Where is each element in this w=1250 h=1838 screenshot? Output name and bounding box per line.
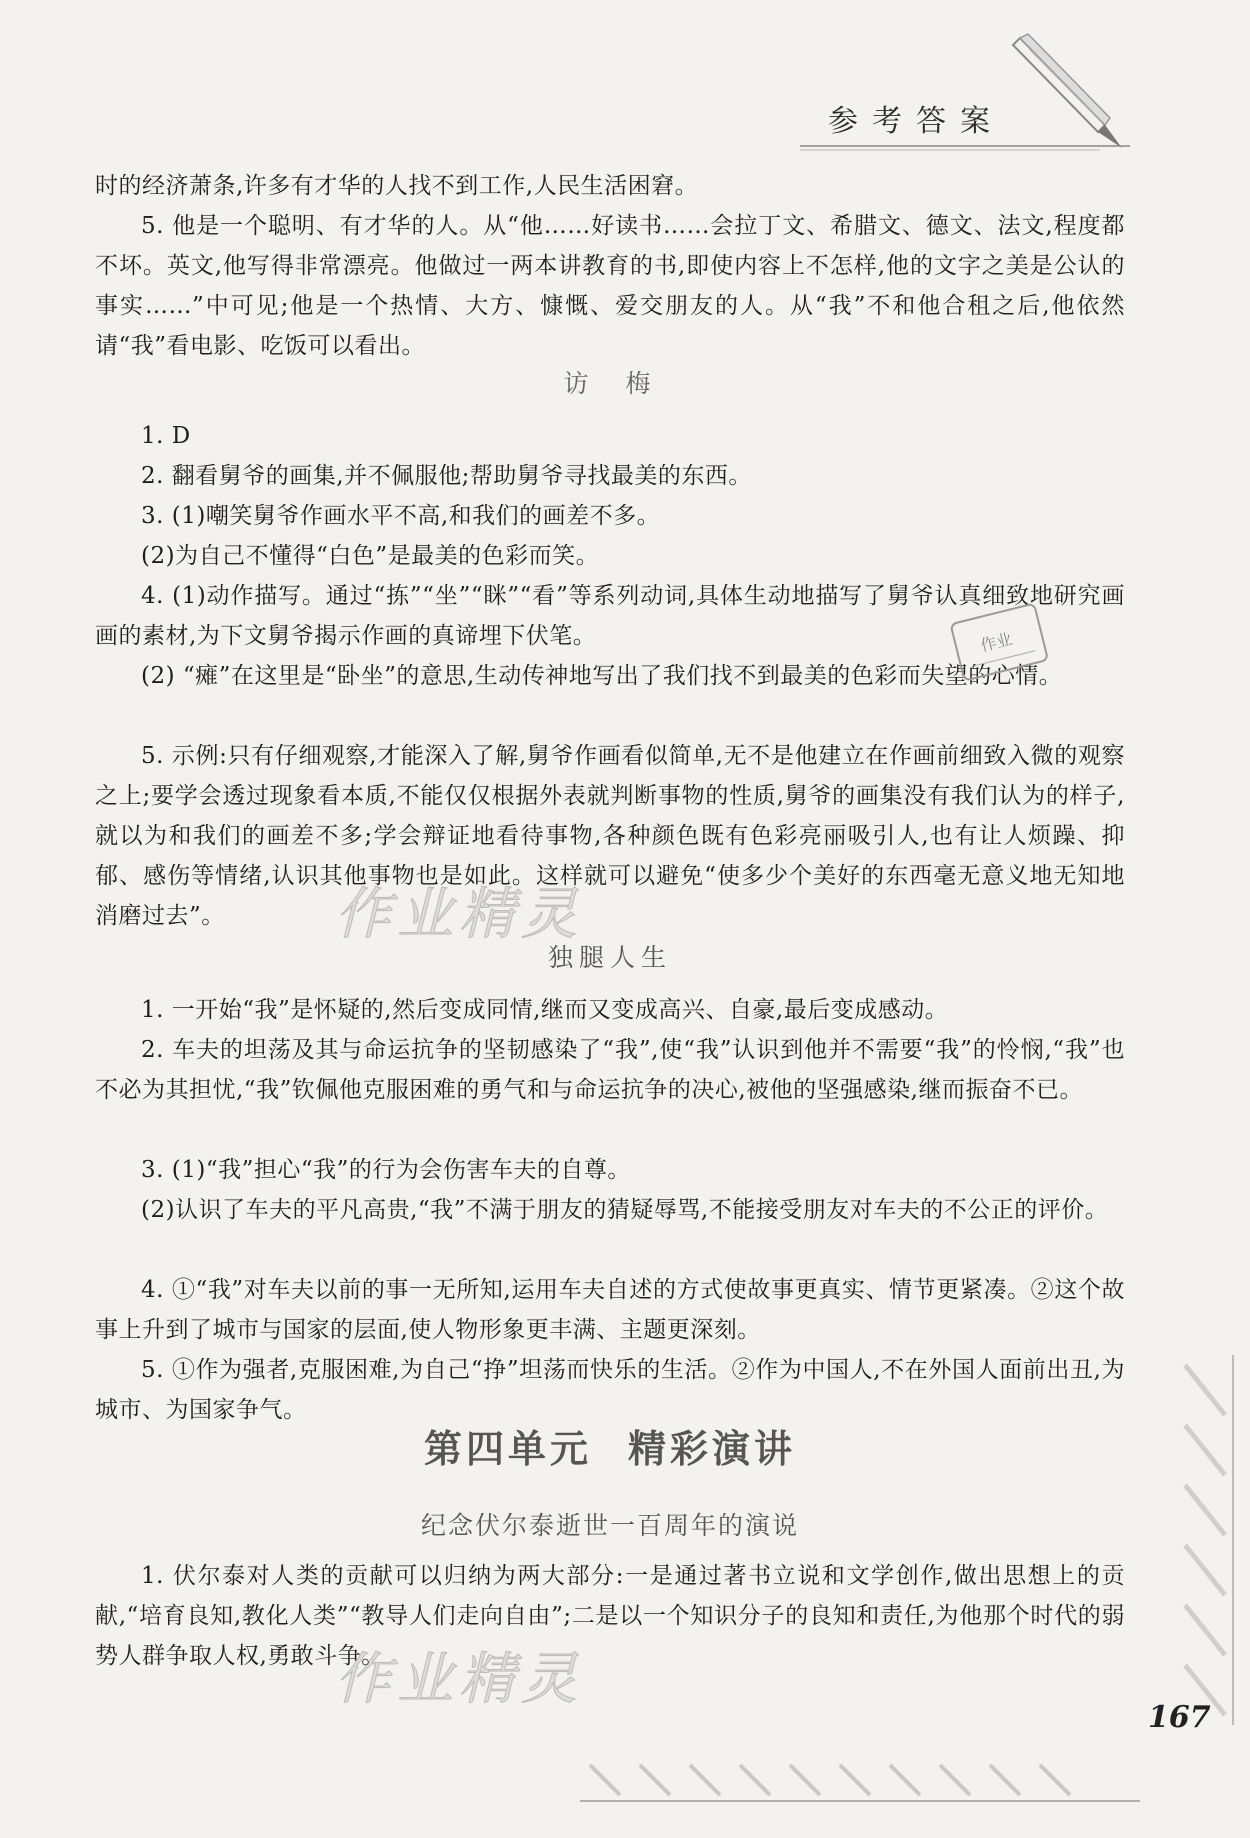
intro-line-1: 5. 他是一个聪明、有才华的人。从“他……好读书……会拉丁文、希腊文、德文、法文,程度都不坏。英文,他写得非常漂亮。他做过一两本讲教育的书,即使内容上不怎样,他的文字之美是公认的事实……”中可见;他是一个热情、大方、慷慨、爱交朋友的人。从“我”不和他合租之后,他依然请“我”看电影、吃饭可以看出。 [95, 213, 1125, 359]
page-number: 167 [1148, 1700, 1211, 1735]
section-title-voltaire: 纪念伏尔泰逝世一百周年的演说 [420, 1511, 799, 1540]
footer-stripes-decoration [580, 1755, 1140, 1805]
answer-item: 4. (1)动作描写。通过“拣”“坐”“眯”“看”等系列动词,具体生动地描写了舅爷认真细致地研究画画的素材,为下文舅爷揭示作画的真谛埋下伏笔。 [95, 583, 1125, 649]
answer-item: 1. 一开始“我”是怀疑的,然后变成同情,继而又变成高兴、自豪,最后变成感动。 [141, 997, 949, 1023]
answer-item: 2. 翻看舅爷的画集,并不佩服他;帮助舅爷寻找最美的东西。 [141, 463, 752, 489]
answer-item: 4. ①“我”对车夫以前的事一无所知,运用车夫自述的方式使故事更真实、情节更紧凑。②这个故事上升到了城市与国家的层面,使人物形象更丰满、主题更深刻。 [95, 1277, 1125, 1343]
unit-heading [95, 1418, 1125, 1473]
answer-item: (2)认识了车夫的平凡高贵,“我”不满于朋友的猜疑辱骂,不能接受朋友对车夫的不公正的评价。 [141, 1197, 1109, 1223]
unit-heading-part2: 精彩演讲 [628, 1426, 797, 1471]
unit-heading-part1: 第四单元 [423, 1426, 592, 1471]
pen-icon [1010, 30, 1130, 160]
section-title-fangmei: 访 梅 [563, 369, 657, 398]
answer-item: 5. ①作为强者,克服困难,为自己“挣”坦荡而快乐的生活。②作为中国人,不在外国人面前出丑,为城市、为国家争气。 [95, 1357, 1125, 1423]
watermark-text: 作业精灵 [335, 1647, 583, 1712]
stamp-label: 作业 [978, 629, 1015, 656]
stamp-icon [945, 595, 1055, 695]
answer-item: (2)为自己不懂得“白色”是最美的色彩而笑。 [141, 543, 600, 569]
header-rule [800, 142, 1150, 156]
answer-item: 2. 车夫的坦荡及其与命运抗争的坚韧感染了“我”,使“我”认识到他并不需要“我”的怜悯,“我”也不必为其担忧,“我”钦佩他克服困难的勇气和与命运抗争的决心,被他的坚强感染,继而振奋不已。 [95, 1037, 1125, 1103]
header-title: 参考答案 [828, 104, 1004, 139]
answer-item: 3. (1)嘲笑舅爷作画水平不高,和我们的画差不多。 [141, 503, 661, 529]
side-stripes-decoration [1175, 1355, 1235, 1725]
answer-item: 5. 示例:只有仔细观察,才能深入了解,舅爷作画看似简单,无不是他建立在作画前细致入微的观察之上;要学会透过现象看本质,不能仅仅根据外表就判断事物的性质,舅爷的画集没有我们认为的样子,就以为和我们的画差不多;学会辩证地看待事物,各种颜色既有色彩亮丽吸引人,也有让人烦躁、抑郁、感伤等情绪,认识其他事物也是如此。这样就可以避免“使多少个美好的东西毫无意义地无知地消磨过去”。 [95, 743, 1125, 929]
answer-item: 3. (1)“我”担心“我”的行为会伤害车夫的自尊。 [141, 1157, 631, 1183]
answer-item: (2) “瘫”在这里是“卧坐”的意思,生动传神地写出了我们找不到最美的色彩而失望的心情。 [141, 663, 1063, 689]
watermark-text: 作业精灵 [335, 882, 583, 947]
intro-line-0: 时的经济萧条,许多有才华的人找不到工作,人民生活困窘。 [95, 173, 699, 199]
answer-item: 1. D [141, 423, 191, 449]
section-title-dutuirensheng: 独腿人生 [547, 943, 672, 972]
answer-item: 1. 伏尔泰对人类的贡献可以归纳为两大部分:一是通过著书立说和文学创作,做出思想上的贡献,“培育良知,教化人类”“教导人们走向自由”;二是以一个知识分子的良知和责任,为他那个时代的弱势人群争取人权,勇敢斗争。 [95, 1563, 1125, 1669]
